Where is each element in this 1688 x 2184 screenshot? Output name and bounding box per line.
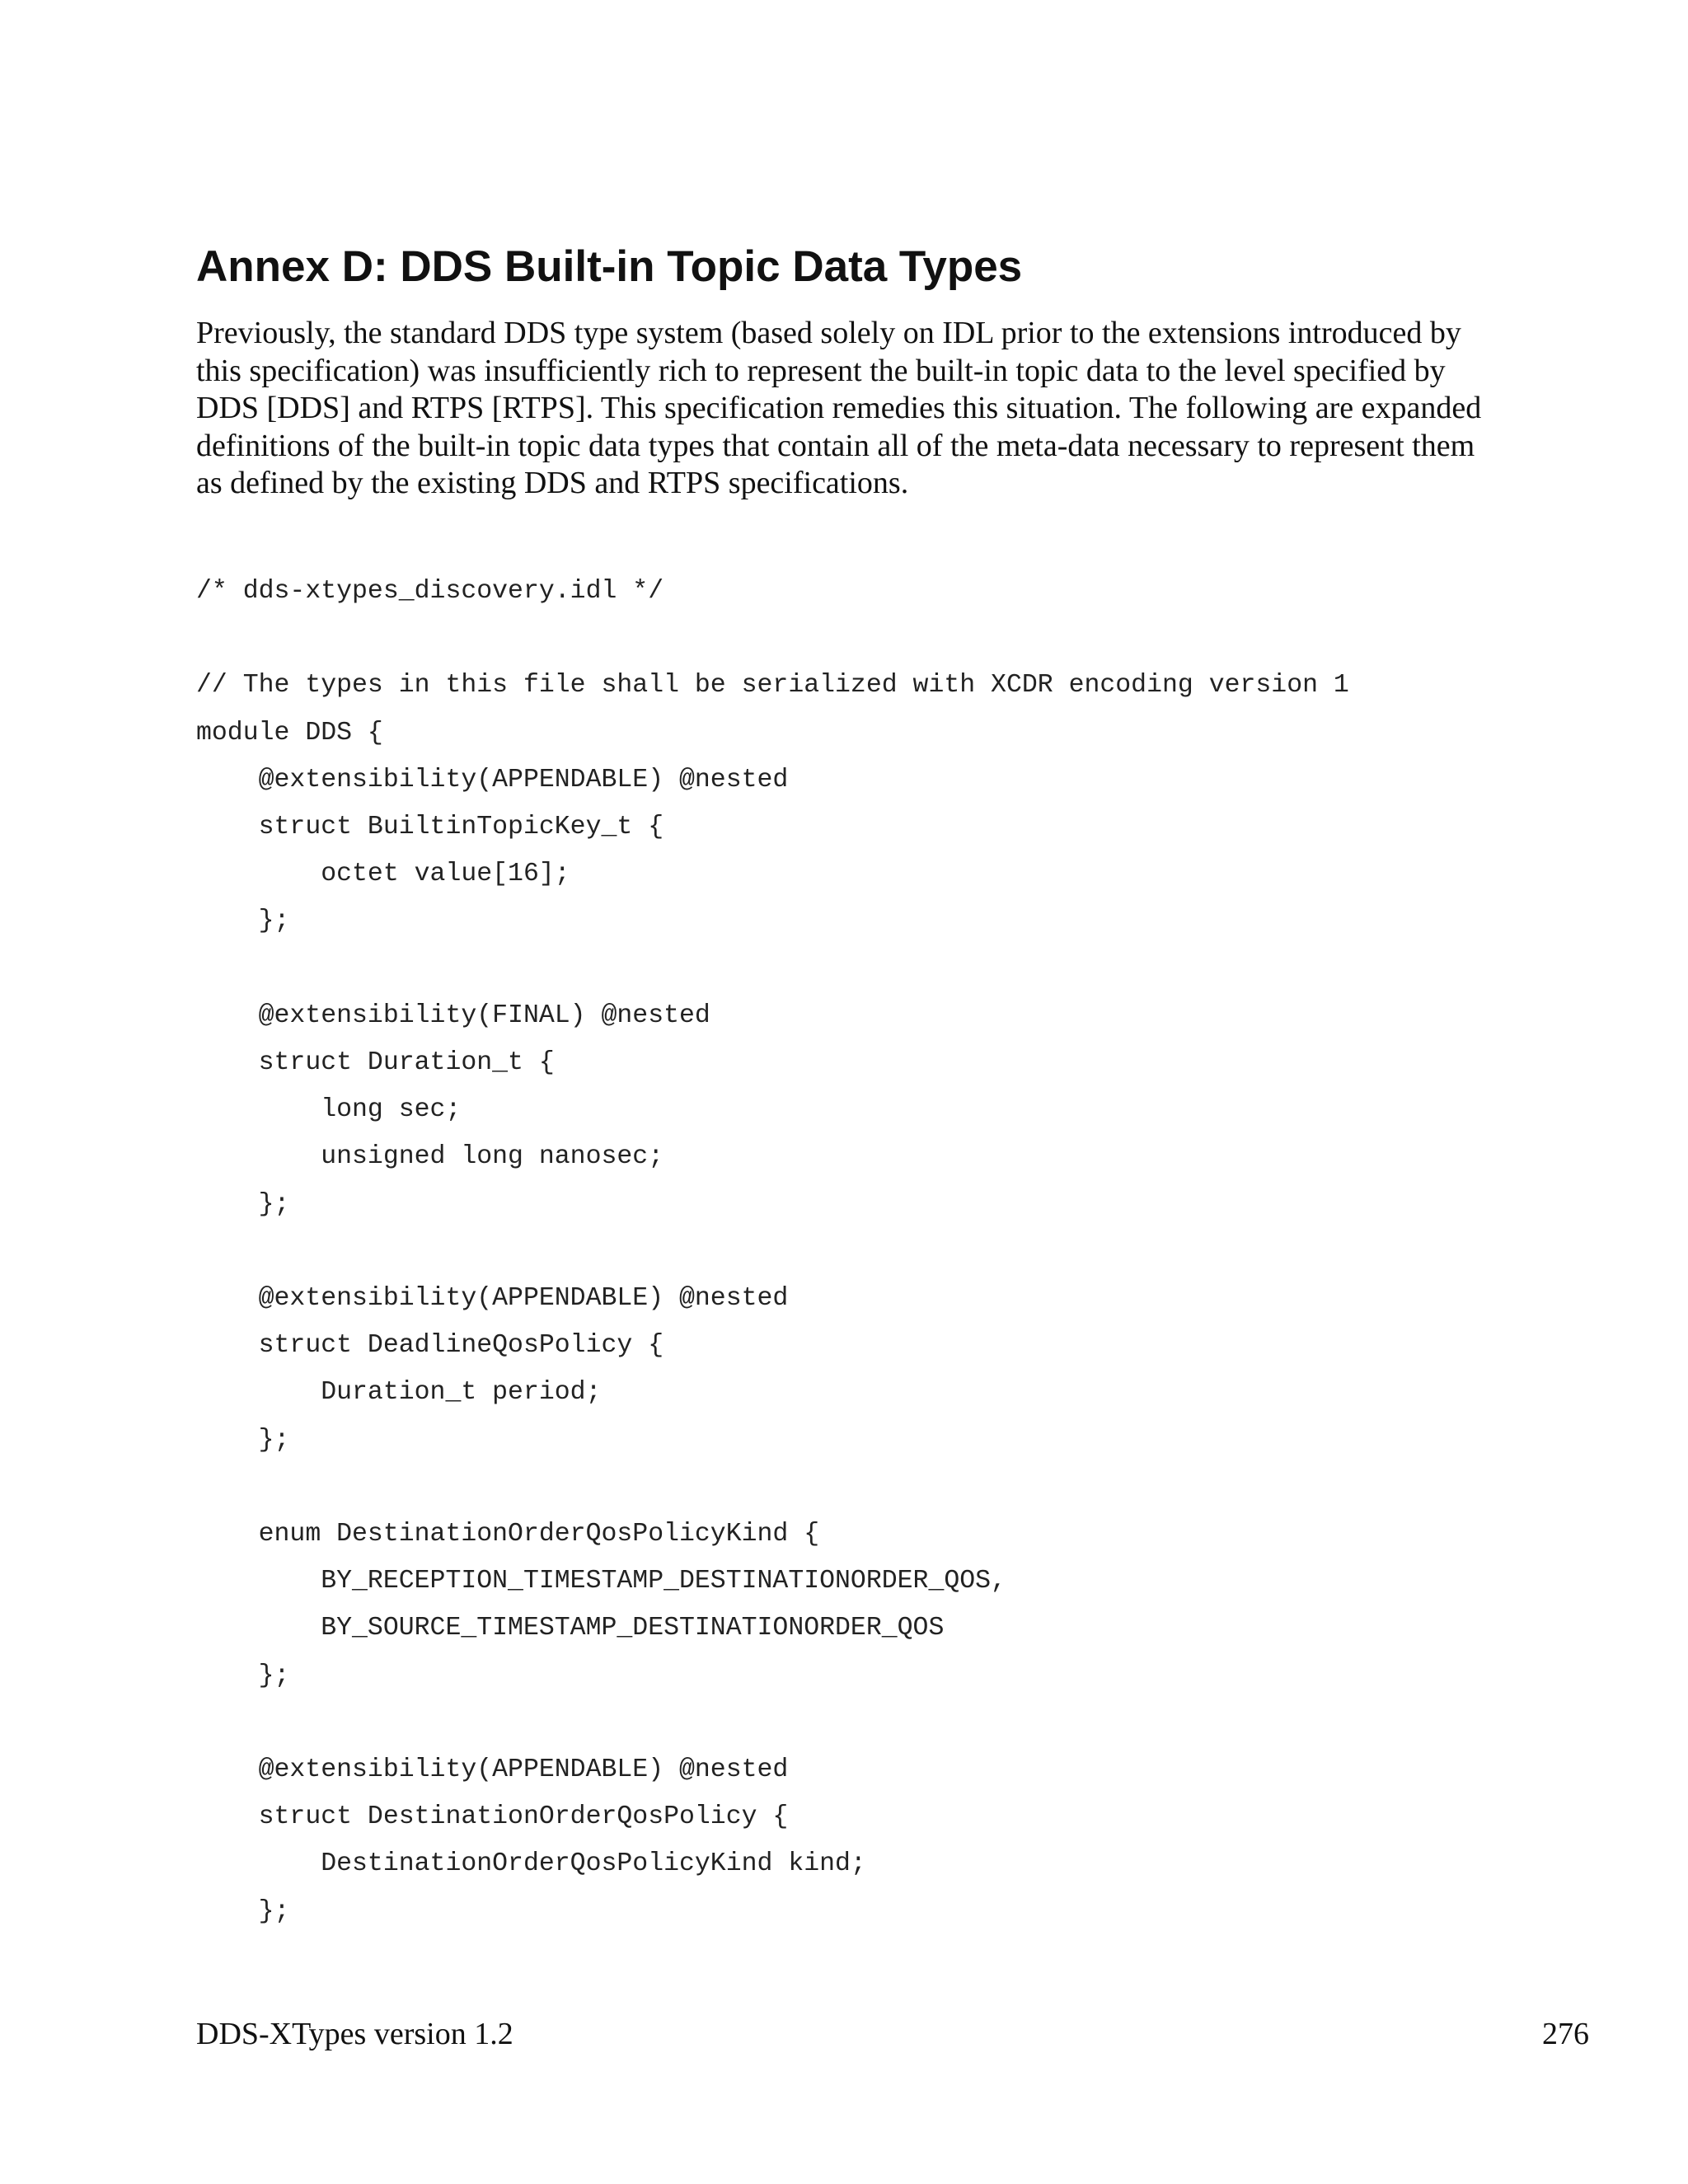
code-line: /* dds-xtypes_discovery.idl */ (196, 577, 664, 606)
code-line: struct DestinationOrderQosPolicy { (196, 1802, 789, 1832)
code-line: DestinationOrderQosPolicyKind kind; (196, 1849, 866, 1879)
code-line: @extensibility(FINAL) @nested (196, 1001, 710, 1030)
code-line: octet value[16]; (196, 860, 570, 889)
code-line: struct Duration_t { (196, 1048, 555, 1077)
code-line: struct DeadlineQosPolicy { (196, 1331, 664, 1361)
code-line: enum DestinationOrderQosPolicyKind { (196, 1520, 820, 1549)
code-line: struct BuiltinTopicKey_t { (196, 813, 664, 841)
code-line: Duration_t period; (196, 1378, 602, 1408)
intro-paragraph: Previously, the standard DDS type system (based solely on IDL prior to the extensions introduced by this specification) was insufficiently rich to represent the built-in topic data to the level specified by DDS [DDS] and RTPS [RTPS]. This specification remedies this situation. The following are expanded definitions of the built-in topic data types that contain all of the meta-data necessary to represent them as defined by the existing DDS and RTPS specifications. (196, 316, 1482, 500)
code-line: BY_RECEPTION_TIMESTAMP_DESTINATIONORDER_QOS, (196, 1567, 1006, 1596)
code-line: long sec; (196, 1095, 462, 1125)
code-line: }; (196, 1661, 290, 1690)
footer-page-number: 276 (1542, 2017, 1589, 2051)
code-line: @extensibility(APPENDABLE) @nested (196, 1284, 789, 1313)
code-line: unsigned long nanosec; (196, 1142, 664, 1172)
code-line: }; (196, 1425, 290, 1455)
code-line: // The types in this file shall be serialized with XCDR encoding version 1 (196, 671, 1349, 701)
idl-code-block (196, 0, 1515, 2184)
code-line: BY_SOURCE_TIMESTAMP_DESTINATIONORDER_QOS (196, 1614, 945, 1643)
code-line: }; (196, 1896, 290, 1926)
code-line: @extensibility(APPENDABLE) @nested (196, 765, 789, 794)
code-line: @extensibility(APPENDABLE) @nested (196, 1755, 789, 1784)
code-line: }; (196, 907, 290, 936)
annex-title: Annex D: DDS Built-in Topic Data Types (196, 242, 1023, 291)
code-line: module DDS { (196, 718, 383, 748)
footer-spec-version: DDS-XTypes version 1.2 (196, 2017, 513, 2051)
code-line: }; (196, 1189, 290, 1219)
